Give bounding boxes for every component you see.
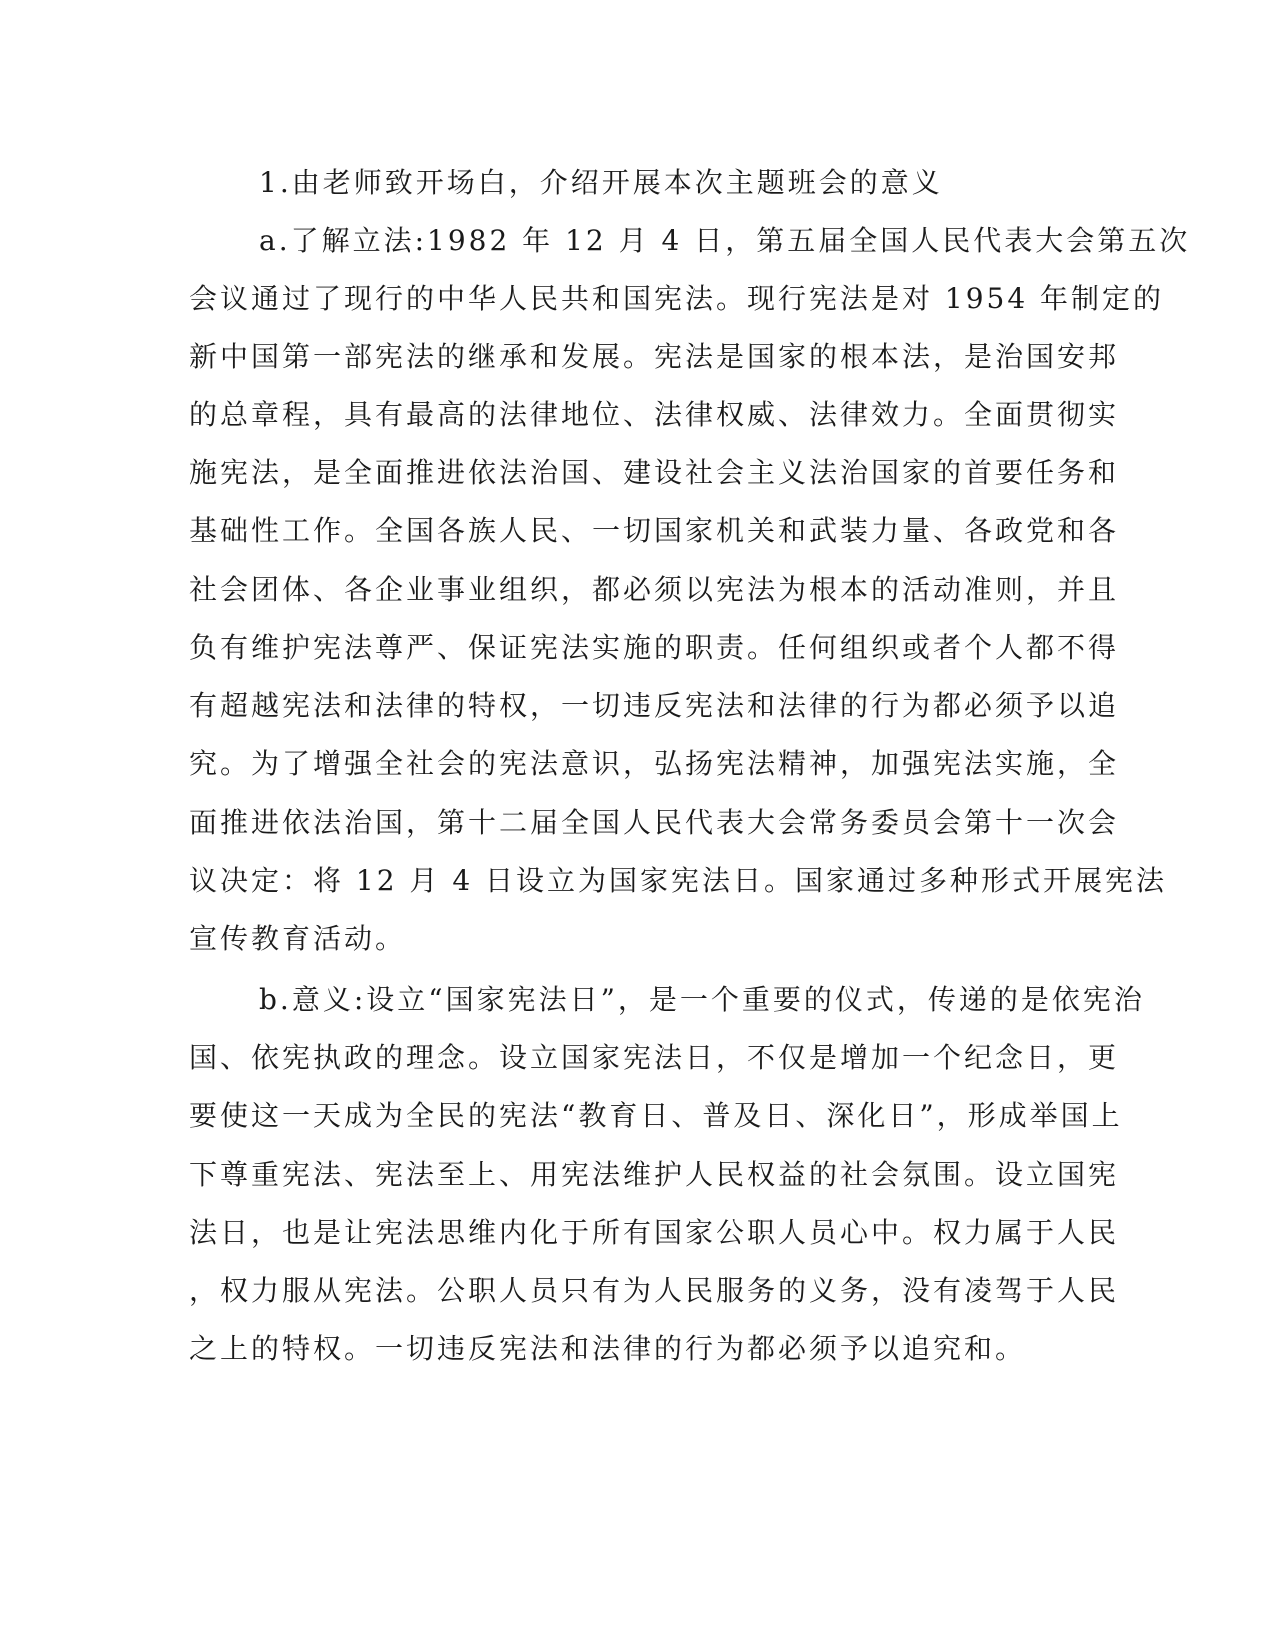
paragraph-line: 法日，也是让宪法思维内化于所有国家公职人员心中。权力属于人民	[189, 1216, 1120, 1249]
paragraph-line: 议决定：将 12 月 4 日设立为国家宪法日。国家通过多种形式开展宪法	[189, 864, 1168, 897]
paragraph-line: 负有维护宪法尊严、保证宪法实施的职责。任何组织或者个人都不得	[189, 631, 1120, 664]
paragraph-line: 社会团体、各企业事业组织，都必须以宪法为根本的活动准则，并且	[189, 573, 1120, 606]
paragraph-line: 会议通过了现行的中华人民共和国宪法。现行宪法是对 1954 年制定的	[189, 282, 1165, 315]
paragraph-line: 有超越宪法和法律的特权，一切违反宪法和法律的行为都必须予以追	[189, 689, 1120, 722]
paragraph-line: 之上的特权。一切违反宪法和法律的行为都必须予以追究和。	[189, 1332, 1027, 1365]
paragraph-line: b.意义:设立“国家宪法日”，是一个重要的仪式，传递的是依宪治	[259, 983, 1145, 1016]
paragraph-line: 要使这一天成为全民的宪法“教育日、普及日、深化日”，形成举国上	[189, 1099, 1123, 1132]
paragraph-line: 国、依宪执政的理念。设立国家宪法日，不仅是增加一个纪念日，更	[189, 1041, 1120, 1074]
paragraph-line: ，权力服从宪法。公职人员只有为人民服务的义务，没有凌驾于人民	[189, 1274, 1120, 1307]
paragraph-line: 基础性工作。全国各族人民、一切国家机关和武装力量、各政党和各	[189, 514, 1120, 547]
paragraph-line: 施宪法，是全面推进依法治国、建设社会主义法治国家的首要任务和	[189, 456, 1120, 489]
paragraph-line: 究。为了增强全社会的宪法意识，弘扬宪法精神，加强宪法实施，全	[189, 747, 1120, 780]
paragraph-line: 的总章程，具有最高的法律地位、法律权威、法律效力。全面贯彻实	[189, 398, 1120, 431]
paragraph-line: 宣传教育活动。	[189, 922, 407, 955]
paragraph-line: a.了解立法:1982 年 12 月 4 日，第五届全国人民代表大会第五次	[259, 224, 1191, 257]
paragraph-line: 新中国第一部宪法的继承和发展。宪法是国家的根本法，是治国安邦	[189, 340, 1120, 373]
paragraph-line: 面推进依法治国，第十二届全国人民代表大会常务委员会第十一次会	[189, 806, 1120, 839]
heading-line: 1.由老师致开场白，介绍开展本次主题班会的意义	[259, 166, 943, 199]
paragraph-line: 下尊重宪法、宪法至上、用宪法维护人民权益的社会氛围。设立国宪	[189, 1158, 1120, 1191]
